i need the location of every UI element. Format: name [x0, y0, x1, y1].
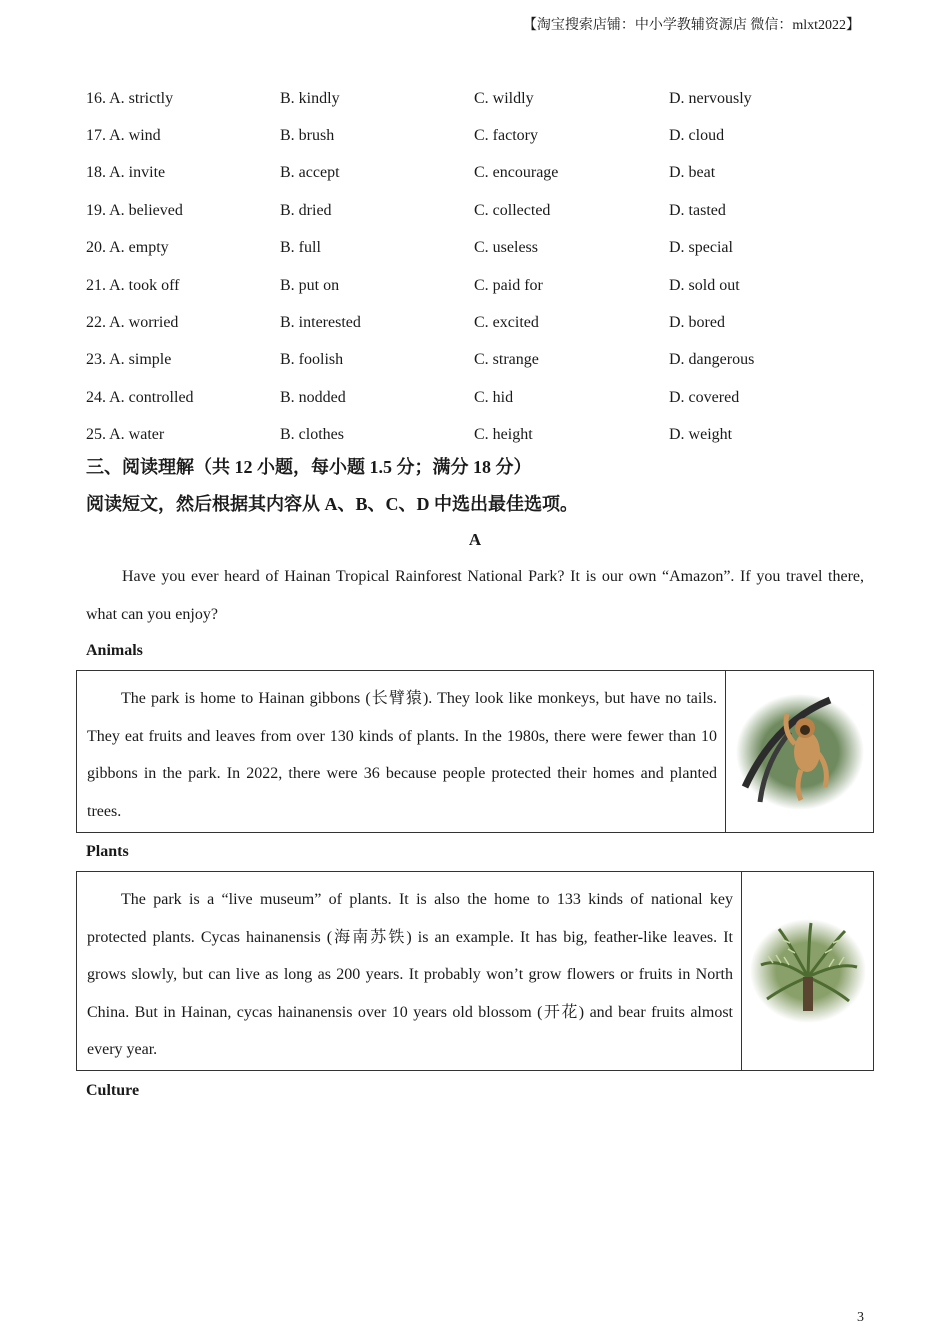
gibbon-image	[726, 671, 873, 832]
option-choice: C. strange	[474, 351, 539, 369]
animals-text: The park is home to Hainan gibbons (长臂猿). They look like monkeys, but have no tails. They eat fruits and leaves from over 130 kinds of plants. In the 1980s, there were fewer than 10 gibbons in the park. In 2022, there were 36 because people protected their homes and planted trees.	[77, 671, 726, 832]
option-choice: D. sold out	[669, 276, 740, 294]
passage-label: A	[468, 530, 482, 549]
option-choice: D. dangerous	[669, 351, 755, 369]
option-choice: 20. A. empty	[86, 239, 169, 257]
option-row	[86, 304, 886, 341]
section-instruction: 阅读短文，然后根据其内容从 A、B、C、D 中选出最佳选项。	[86, 494, 579, 514]
plants-heading: Plants	[86, 843, 129, 860]
option-choice: C. height	[474, 426, 533, 444]
animals-box	[76, 670, 874, 833]
culture-heading: Culture	[86, 1082, 140, 1099]
option-choice: B. dried	[280, 201, 332, 219]
option-choice: D. cloud	[669, 127, 725, 145]
option-choice: 24. A. controlled	[86, 388, 194, 406]
option-choice: B. nodded	[280, 388, 346, 406]
option-choice: C. paid for	[474, 276, 543, 294]
option-choice: C. encourage	[474, 164, 559, 182]
option-choice: 23. A. simple	[86, 351, 172, 369]
option-row	[86, 230, 886, 267]
option-choice: C. wildly	[474, 89, 534, 107]
option-choice: B. interested	[280, 314, 361, 332]
option-choice: D. weight	[669, 426, 733, 444]
option-choice: D. bored	[669, 314, 725, 332]
option-choice: B. foolish	[280, 351, 344, 369]
option-choice: D. beat	[669, 164, 716, 182]
option-choice: C. hid	[474, 388, 514, 406]
gibbon-icon	[735, 692, 865, 812]
option-row	[86, 117, 886, 154]
option-row	[86, 155, 886, 192]
animals-heading: Animals	[86, 642, 143, 659]
option-choice: B. clothes	[280, 426, 344, 444]
option-choice: 18. A. invite	[86, 164, 166, 182]
option-row	[86, 192, 886, 229]
option-row	[86, 417, 886, 454]
plants-box	[76, 871, 874, 1071]
page-number: 3	[857, 1310, 864, 1325]
option-list	[86, 80, 886, 454]
cycas-image	[742, 872, 873, 1070]
option-choice: 25. A. water	[86, 426, 165, 444]
option-row	[86, 80, 886, 117]
option-choice: D. nervously	[669, 89, 752, 107]
option-choice: C. collected	[474, 201, 551, 219]
option-choice: B. accept	[280, 164, 340, 182]
option-choice: 17. A. wind	[86, 127, 161, 145]
page-header: 【淘宝搜索店铺：中小学教辅资源店 微信：mlxt2022】	[522, 18, 860, 33]
option-choice: B. brush	[280, 127, 335, 145]
option-choice: D. tasted	[669, 201, 726, 219]
section-title: 三、阅读理解（共 12 小题，每小题 1.5 分；满分 18 分）	[86, 457, 532, 477]
option-choice: D. covered	[669, 388, 740, 406]
cycas-icon	[749, 917, 867, 1025]
intro-paragraph: Have you ever heard of Hainan Tropical Rainforest National Park? It is our own “Amazon”. If you travel there, what can you enjoy?	[86, 568, 864, 623]
option-choice: D. special	[669, 239, 733, 257]
option-choice: 19. A. believed	[86, 201, 183, 219]
option-choice: B. full	[280, 239, 321, 257]
option-choice: C. excited	[474, 314, 539, 332]
option-choice: C. useless	[474, 239, 538, 257]
option-row	[86, 267, 886, 304]
option-choice: 21. A. took off	[86, 276, 180, 294]
option-row	[86, 342, 886, 379]
option-choice: B. kindly	[280, 89, 340, 107]
option-choice: 16. A. strictly	[86, 89, 174, 107]
option-choice: 22. A. worried	[86, 314, 179, 332]
option-choice: B. put on	[280, 276, 340, 294]
option-choice: C. factory	[474, 127, 538, 145]
plants-text: The park is a “live museum” of plants. It is also the home to 133 kinds of national key protected plants. Cycas hainanensis (海南苏铁) is an example. It has big, feather-like leaves. It grows slowly, but can live as long as 200 years. It probably won’t grow flowers or fruits in North China. But in Hainan, cycas hainanensis over 10 years old blossom (开花) and bear fruits almost every year.	[77, 872, 742, 1070]
option-row	[86, 379, 886, 416]
